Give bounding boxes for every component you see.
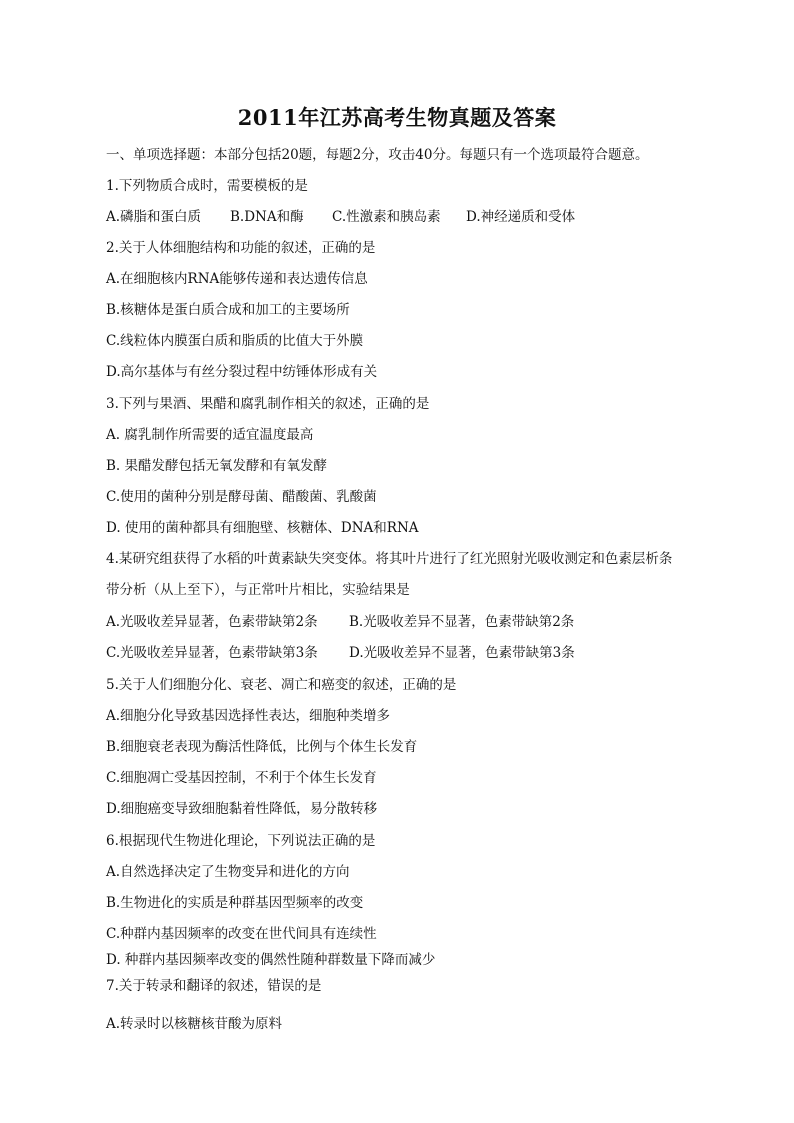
option-b: B.DNA和酶 (230, 209, 304, 225)
option-b: B.细胞衰老表现为酶活性降低，比例与个体生长发育 (106, 739, 418, 755)
section-header: 一、单项选择题：本部分包括20题，每题2分，攻击40分。每题只有一个选项最符合题意。 (106, 147, 649, 163)
option-c: C.性激素和胰岛素 (332, 209, 441, 225)
option-b: B.生物进化的实质是种群基因型频率的改变 (106, 895, 364, 911)
option-c: C.使用的菌种分别是酵母菌、醋酸菌、乳酸菌 (106, 489, 377, 505)
option-a: A.细胞分化导致基因选择性表达，细胞种类增多 (106, 708, 391, 724)
option-c: C.光吸收差异显著，色素带缺第3条 (106, 645, 318, 661)
question-7-stem: 7.关于转录和翻译的叙述，错误的是 (106, 978, 322, 994)
option-a: A. 腐乳制作所需要的适宜温度最高 (106, 427, 314, 443)
option-a: A.光吸收差异显著，色素带缺第2条 (106, 614, 318, 630)
option-a: A.自然选择决定了生物变异和进化的方向 (106, 864, 350, 880)
option-b: B. 果醋发酵包括无氧发酵和有氧发酵 (106, 458, 328, 474)
question-4-options-row-2 (106, 644, 575, 662)
question-5-stem: 5.关于人们细胞分化、衰老、凋亡和癌变的叙述，正确的是 (106, 677, 457, 693)
option-c: C.线粒体内膜蛋白质和脂质的比值大于外膜 (106, 333, 364, 349)
option-b: B.核糖体是蛋白质合成和加工的主要场所 (106, 302, 350, 318)
question-6-stem: 6.根据现代生物进化理论，下列说法正确的是 (106, 833, 376, 849)
question-4-options-row-1 (106, 613, 574, 631)
question-1-stem: 1.下列物质合成时，需要模板的是 (106, 178, 308, 194)
option-d: D. 使用的菌种都具有细胞壁、核糖体、DNA和RNA (106, 520, 419, 536)
option-a: A.在细胞核内RNA能够传递和表达遗传信息 (106, 271, 368, 287)
option-a: A.磷脂和蛋白质 (106, 209, 202, 225)
option-d: D. 种群内基因频率改变的偶然性随种群数量下降而减少 (106, 952, 436, 968)
question-3-stem: 3.下列与果酒、果醋和腐乳制作相关的叙述，正确的是 (106, 396, 430, 412)
page-title: 2011年江苏高考生物真题及答案 (237, 105, 557, 130)
option-d: D.光吸收差异不显著，色素带缺第3条 (349, 645, 575, 661)
option-d: D.高尔基体与有丝分裂过程中纺锤体形成有关 (106, 364, 378, 380)
option-c: C.种群内基因频率的改变在世代间具有连续性 (106, 926, 377, 942)
option-d: D.神经递质和受体 (466, 209, 576, 225)
question-2-stem: 2.关于人体细胞结构和功能的叙述，正确的是 (106, 240, 376, 256)
option-d: D.细胞癌变导致细胞黏着性降低，易分散转移 (106, 801, 378, 817)
option-b: B.光吸收差异不显著，色素带缺第2条 (349, 614, 575, 630)
question-4-stem-line-1: 4.某研究组获得了水稻的叶黄素缺失突变体。将其叶片进行了红光照射光吸收测定和色素层析条 (106, 551, 673, 567)
option-a: A.转录时以核糖核苷酸为原料 (106, 1016, 283, 1032)
question-1-options (106, 208, 575, 226)
option-c: C.细胞凋亡受基因控制，不利于个体生长发育 (106, 770, 377, 786)
question-4-stem-line-2: 带分析（从上至下），与正常叶片相比，实验结果是 (106, 582, 410, 598)
